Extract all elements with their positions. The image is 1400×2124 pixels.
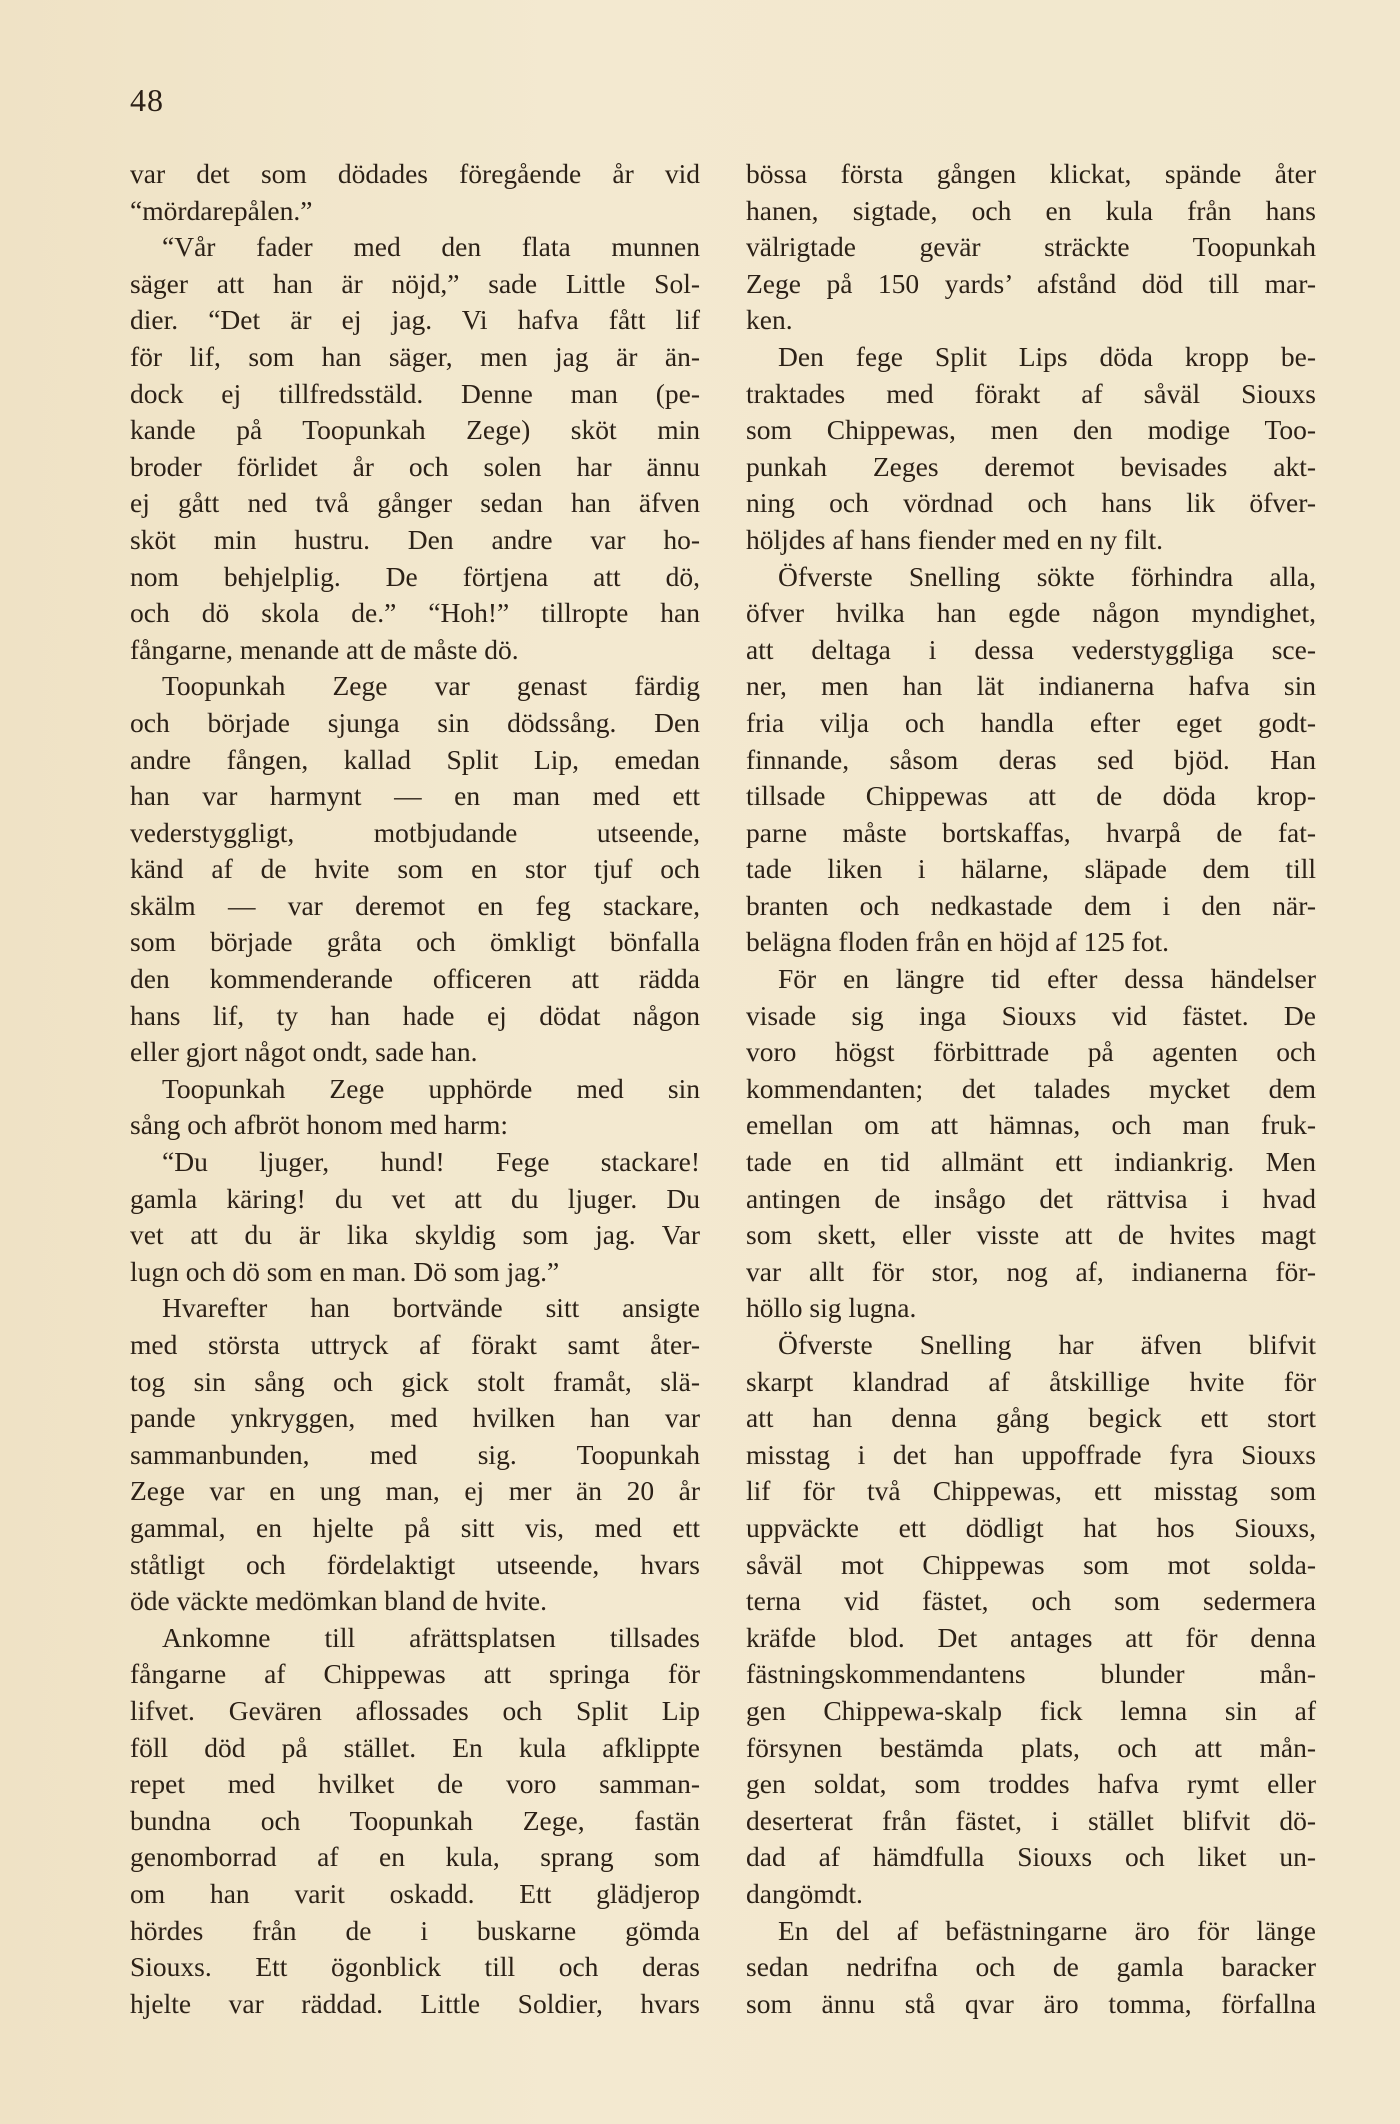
text-line: Toopunkah Zege var genast färdig <box>162 670 700 702</box>
text-line: andre fången, kallad Split Lip, emedan <box>130 743 700 775</box>
text-line: han var harmynt — en man med ett <box>130 780 700 812</box>
text-line: Hvarefter han bortvände sitt ansigte <box>162 1292 700 1324</box>
text-line: ståtligt och fördelaktigt utseende, hvars <box>130 1548 700 1580</box>
text-line: deserterat från fästet, i stället blifvit dö- <box>746 1804 1316 1836</box>
text-line: Siouxs. Ett ögonblick till och deras <box>130 1951 700 1983</box>
text-line: ej gått ned två gånger sedan han äfven <box>130 487 700 519</box>
right-text-column <box>746 156 1316 2022</box>
text-line: lif för två Chippewas, ett misstag som <box>746 1475 1316 1507</box>
text-line: såväl mot Chippewas som mot solda- <box>746 1548 1316 1580</box>
text-line: som Chippewas, men den modige Too- <box>746 414 1316 446</box>
text-line: parne måste bortskaffas, hvarpå de fat- <box>746 816 1316 848</box>
text-line: dier. “Det är ej jag. Vi hafva fått lif <box>130 304 700 336</box>
text-line: eller gjort något ondt, sade han. <box>130 1036 478 1068</box>
text-line: vet att du är lika skyldig som jag. Var <box>130 1219 700 1251</box>
text-line: Öfverste Snelling har äfven blifvit <box>778 1329 1316 1360</box>
text-line: punkah Zeges deremot bevisades akt- <box>746 450 1316 482</box>
text-line: var det som dödades föregående år vid <box>130 158 700 189</box>
text-line: hördes från de i buskarne gömda <box>130 1914 700 1946</box>
text-line: ning och vördnad och hans lik öfver- <box>746 487 1316 519</box>
text-line: kande på Toopunkah Zege) sköt min <box>130 414 700 446</box>
text-line: öfver hvilka han egde någon myndighet, <box>746 597 1316 629</box>
page-number: 48 <box>130 82 164 118</box>
text-line: belägna floden från en höjd af 125 fot. <box>746 926 1170 958</box>
text-line: bössa första gången klickat, spände åter <box>746 158 1316 189</box>
text-line: höljdes af hans fiender med en ny filt. <box>746 523 1163 555</box>
text-line: att han denna gång begick ett stort <box>746 1402 1316 1434</box>
text-line: repet med hvilket de voro samman- <box>130 1768 700 1800</box>
text-line: Zege var en ung man, ej mer än 20 år <box>130 1475 700 1507</box>
text-line: voro högst förbittrade på agenten och <box>746 1036 1316 1068</box>
text-line: Öfverste Snelling sökte förhindra alla, <box>778 560 1316 592</box>
text-line: Toopunkah Zege upphörde med sin <box>162 1072 700 1104</box>
text-line: Den fege Split Lips döda kropp be- <box>778 340 1316 372</box>
text-line: kommendanten; det talades mycket dem <box>746 1072 1316 1104</box>
text-line: gamla käring! du vet att du ljuger. Du <box>130 1182 700 1214</box>
text-line: sång och afbröt honom med harm: <box>130 1109 509 1141</box>
text-line: uppväckte ett dödligt hat hos Siouxs, <box>746 1511 1316 1543</box>
text-line: pande ynkryggen, med hvilken han var <box>130 1402 700 1434</box>
text-line: “mördarepålen.” <box>130 194 313 226</box>
text-line: tillsade Chippewas att de döda krop- <box>746 780 1316 812</box>
text-line: Ankomne till afrättsplatsen tillsades <box>162 1621 700 1653</box>
text-line: försynen bestämda plats, och att mån- <box>746 1731 1316 1763</box>
text-line: tade liken i hälarne, släpade dem till <box>746 853 1316 885</box>
text-line: fästningskommendantens blunder mån- <box>746 1658 1316 1690</box>
text-line: välrigtade gevär sträckte Toopunkah <box>746 231 1316 263</box>
text-line: fångarne, menande att de måste dö. <box>130 633 519 665</box>
text-line: ken. <box>746 304 793 336</box>
text-line: tade en tid allmänt ett indiankrig. Men <box>746 1146 1316 1178</box>
text-line: om han varit oskadd. Ett glädjerop <box>130 1877 700 1909</box>
text-line: traktades med förakt af såväl Siouxs <box>746 377 1316 409</box>
text-line: “Du ljuger, hund! Fege stackare! <box>162 1146 700 1178</box>
text-line: dad af hämdfulla Siouxs och liket un- <box>746 1841 1316 1873</box>
text-line: fria vilja och handla efter eget godt- <box>746 706 1316 738</box>
text-line: hjelte var räddad. Little Soldier, hvars <box>130 1987 700 2019</box>
text-line: och dö skola de.” “Hoh!” tillropte han <box>130 597 700 629</box>
text-line: dock ej tillfredsstäld. Denne man (pe- <box>130 377 700 409</box>
text-line: För en längre tid efter dessa händelser <box>778 963 1316 995</box>
text-line: och började sjunga sin dödssång. Den <box>130 706 700 738</box>
text-line: med största uttryck af förakt samt åter- <box>130 1329 700 1360</box>
text-line: misstag i det han uppoffrade fyra Siouxs <box>746 1438 1316 1470</box>
text-line: terna vid fästet, och som sedermera <box>746 1585 1316 1617</box>
text-line: hanen, sigtade, och en kula från hans <box>746 194 1316 226</box>
text-line: som skett, eller visste att de hvites magt <box>746 1219 1316 1251</box>
text-line: för lif, som han säger, men jag är än- <box>130 340 700 372</box>
text-line: föll död på stället. En kula afklippte <box>130 1731 700 1763</box>
text-line: visade sig inga Siouxs vid fästet. De <box>746 999 1316 1031</box>
text-line: dangömdt. <box>746 1877 863 1909</box>
text-line: emellan om att hämnas, och man fruk- <box>746 1109 1316 1141</box>
text-line: gammal, en hjelte på sitt vis, med ett <box>130 1511 700 1543</box>
text-line: som började gråta och ömkligt bönfalla <box>130 926 700 958</box>
text-line: gen soldat, som troddes hafva rymt eller <box>746 1768 1316 1800</box>
text-line: Zege på 150 yards’ afstånd död till mar- <box>746 267 1316 299</box>
text-line: sammanbunden, med sig. Toopunkah <box>130 1438 700 1470</box>
text-line: broder förlidet år och solen har ännu <box>130 450 700 482</box>
text-line: nom behjelplig. De förtjena att dö, <box>130 560 700 592</box>
text-line: höllo sig lugna. <box>746 1292 917 1324</box>
text-line: En del af befästningarne äro för länge <box>778 1914 1316 1946</box>
text-line: den kommenderande officeren att rädda <box>130 963 700 995</box>
left-text-column <box>130 156 700 2022</box>
text-line: branten och nedkastade dem i den när- <box>746 889 1316 921</box>
text-line: som ännu stå qvar äro tomma, förfallna <box>746 1987 1316 2019</box>
text-line: sköt min hustru. Den andre var ho- <box>130 523 700 555</box>
text-line: ner, men han lät indianerna hafva sin <box>746 670 1316 702</box>
text-line: att deltaga i dessa vederstyggliga sce- <box>746 633 1316 665</box>
text-line: “Vår fader med den flata munnen <box>162 231 700 263</box>
text-line: vederstyggligt, motbjudande utseende, <box>130 816 700 848</box>
text-line: säger att han är nöjd,” sade Little Sol- <box>130 267 700 299</box>
text-line: lifvet. Gevären aflossades och Split Lip <box>130 1694 700 1726</box>
text-line: skarpt klandrad af åtskillige hvite för <box>746 1365 1316 1397</box>
text-line: öde väckte medömkan bland de hvite. <box>130 1585 547 1617</box>
text-line: sedan nedrifna och de gamla baracker <box>746 1951 1316 1983</box>
text-line: fångarne af Chippewas att springa för <box>130 1658 700 1690</box>
text-line: antingen de insågo det rättvisa i hvad <box>746 1182 1316 1214</box>
text-line: genomborrad af en kula, sprang som <box>130 1841 700 1873</box>
text-line: bundna och Toopunkah Zege, fastän <box>130 1804 700 1836</box>
text-line: skälm — var deremot en feg stackare, <box>130 889 700 921</box>
text-line: hans lif, ty han hade ej dödat någon <box>130 999 700 1031</box>
text-line: känd af de hvite som en stor tjuf och <box>130 853 700 885</box>
text-line: lugn och dö som en man. Dö som jag.” <box>130 1255 560 1287</box>
text-line: finnande, såsom deras sed bjöd. Han <box>746 743 1316 775</box>
text-line: var allt för stor, nog af, indianerna för- <box>746 1255 1316 1287</box>
text-line: gen Chippewa-skalp fick lemna sin af <box>746 1694 1316 1726</box>
text-line: tog sin sång och gick stolt framåt, slä- <box>130 1365 700 1397</box>
text-line: kräfde blod. Det antages att för denna <box>746 1621 1316 1653</box>
